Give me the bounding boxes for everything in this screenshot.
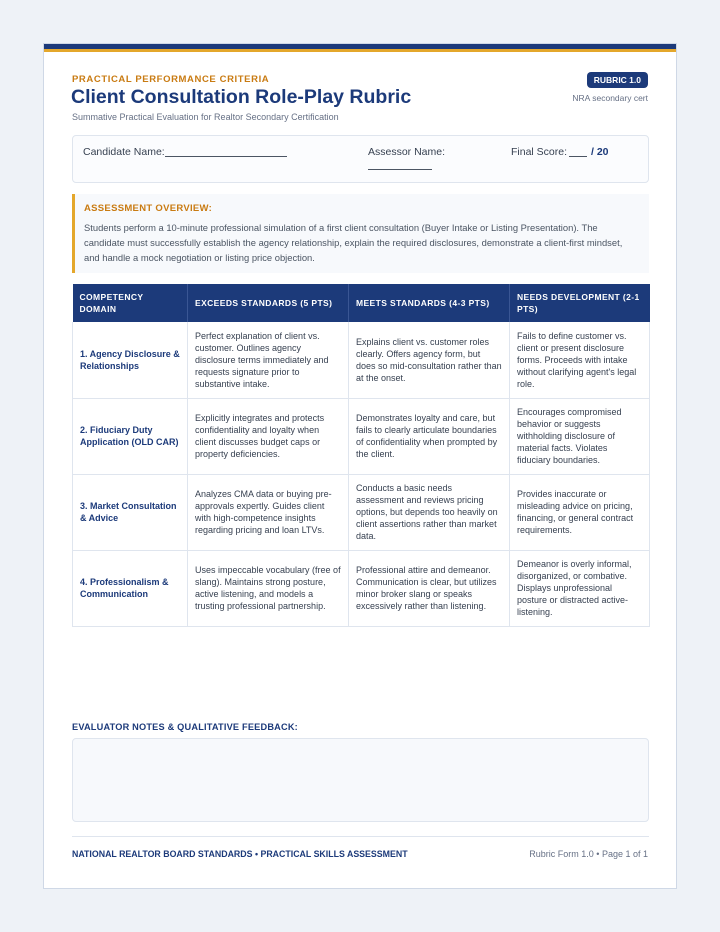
- table-row: [73, 474, 650, 550]
- rubric-table: [72, 284, 650, 627]
- evaluator-notes-field[interactable]: [72, 738, 649, 822]
- domain-cell: 3. Market Consultation & Advice: [73, 474, 188, 550]
- footer-divider: [72, 836, 649, 837]
- page-title: Client Consultation Role-Play Rubric: [71, 86, 412, 108]
- assessment-overview: [72, 194, 649, 273]
- table-row: [73, 398, 650, 474]
- domain-cell: 2. Fiduciary Duty Application (OLD CAR): [73, 398, 188, 474]
- footer-page-info: Rubric Form 1.0 • Page 1 of 1: [529, 849, 648, 859]
- header-domain: COMPETENCY DOMAIN: [73, 284, 188, 322]
- table-header-row: [73, 284, 650, 322]
- needs-cell: Fails to define customer vs. client or present disclosure forms. Proceeds with intake without clarifying agent's legal role.: [510, 322, 650, 398]
- kicker-label: PRACTICAL PERFORMANCE CRITERIA: [72, 74, 270, 85]
- exceeds-cell: Uses impeccable vocabulary (free of slang). Maintains strong posture, active listening, and models a trusting professional partnership.: [188, 550, 349, 626]
- top-gold-stripe: [44, 49, 676, 52]
- candidate-name-label: Candidate Name:: [83, 146, 165, 158]
- meets-cell: Professional attire and demeanor. Communication is clear, but utilizes minor broker slang or speaks excessively rather than listening.: [349, 550, 510, 626]
- needs-cell: Provides inaccurate or misleading advice on pricing, financing, or general contract requirements.: [510, 474, 650, 550]
- assessor-name-label: Assessor Name:: [368, 146, 446, 158]
- table-row: [73, 322, 650, 398]
- footer-standards: NATIONAL REALTOR BOARD STANDARDS • PRACTICAL SKILLS ASSESSMENT: [72, 849, 408, 859]
- meets-cell: Demonstrates loyalty and care, but fails to clearly articulate boundaries of confidentiality when prompted by the client.: [349, 398, 510, 474]
- needs-cell: Encourages compromised behavior or suggests withholding disclosure of material facts. Violates fiduciary boundaries.: [510, 398, 650, 474]
- domain-cell: 1. Agency Disclosure & Relationships: [73, 322, 188, 398]
- meets-cell: Explains client vs. customer roles clearly. Offers agency form, but does so mid-consultation rather than at the onset.: [349, 322, 510, 398]
- final-score-max: / 20: [591, 146, 609, 158]
- assessor-name-field[interactable]: [368, 169, 432, 170]
- exceeds-cell: Perfect explanation of client vs. customer. Outlines agency disclosure terms immediately and requests signature prior to substantive intake.: [188, 322, 349, 398]
- evaluator-notes-title: EVALUATOR NOTES & QUALITATIVE FEEDBACK:: [72, 722, 298, 732]
- header-exceeds: EXCEEDS STANDARDS (5 PTS): [188, 284, 349, 322]
- exceeds-cell: Explicitly integrates and protects confidentiality and loyalty when client discusses budget caps or property deficiencies.: [188, 398, 349, 474]
- domain-cell: 4. Professionalism & Communication: [73, 550, 188, 626]
- overview-text: Students perform a 10-minute professional simulation of a first client consultation (Buyer Intake or Listing Presentation). The candidate must successfully establish the agency relationship, explain the required disclosures, demonstrate a client-first mindset, and handle a mock negotiation or listing price objection.: [84, 222, 623, 263]
- needs-cell: Demeanor is overly informal, disorganized, or combative. Displays unprofessional posture or distracted active-listening.: [510, 550, 650, 626]
- rubric-page: [43, 43, 677, 889]
- version-badge: RUBRIC 1.0: [587, 72, 648, 88]
- candidate-name-field[interactable]: [165, 156, 287, 157]
- table-row: [73, 550, 650, 626]
- final-score-field[interactable]: [569, 156, 587, 157]
- meets-cell: Conducts a basic needs assessment and reviews pricing options, but depends too heavily on client assertions rather than market data.: [349, 474, 510, 550]
- header-meets: MEETS STANDARDS (4-3 PTS): [349, 284, 510, 322]
- exceeds-cell: Analyzes CMA data or buying pre-approvals expertly. Guides client with high-competence insights regarding pricing and loan LTVs.: [188, 474, 349, 550]
- page-subtitle: Summative Practical Evaluation for Realtor Secondary Certification: [72, 112, 339, 122]
- header-needs: NEEDS DEVELOPMENT (2-1 PTS): [510, 284, 650, 322]
- overview-title: ASSESSMENT OVERVIEW:: [84, 203, 213, 214]
- candidate-info-box: [72, 135, 649, 183]
- cert-label: NRA secondary cert: [572, 93, 648, 103]
- final-score-label: Final Score:: [511, 146, 568, 158]
